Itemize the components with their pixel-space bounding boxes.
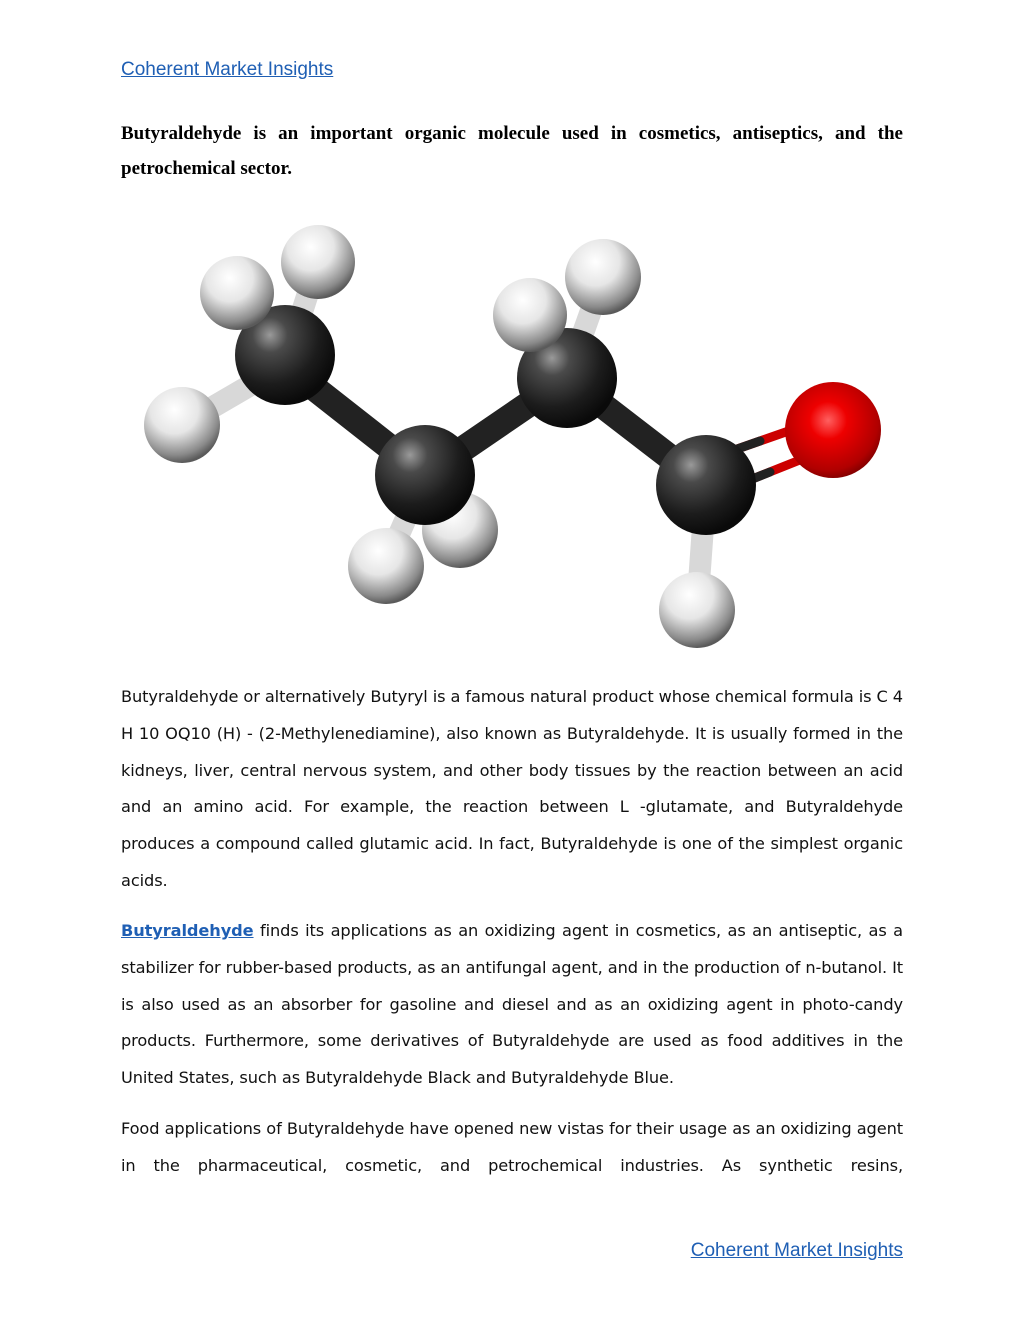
hydrogen-atom — [200, 256, 274, 330]
paragraph-2 — [121, 913, 903, 1097]
carbon-atom — [656, 435, 756, 535]
hydrogen-atom — [493, 278, 567, 352]
butyraldehyde-link[interactable]: Butyraldehyde — [121, 921, 254, 940]
hydrogen-atom — [659, 572, 735, 648]
paragraph-2-text: finds its applications as an oxidizing agent in cosmetics, as an antiseptic, as a stabilizer for rubber-based products, as an antifungal agent, and in the production of n-butanol. It is also used as an absorber for gasoline and diesel and as an oxidizing agent in photo-candy products. Furthermore, some derivatives of Butyraldehyde are used as food additives in the United States, such as Butyraldehyde Black and Butyraldehyde Blue. — [121, 921, 903, 1088]
header-link[interactable]: Coherent Market Insights — [121, 59, 334, 80]
hydrogen-atom — [565, 239, 641, 315]
oxygen-atom — [785, 382, 881, 478]
paragraph-1: Butyraldehyde or alternatively Butyryl is a famous natural product whose chemical formula is C 4 H 10 OQ10 (H) - (2-Methylenediamine), also known as Butyraldehyde. It is usually formed in the kidneys, liver, central nervous system, and other body tissues by the reaction between an acid and an amino acid. For example, the reaction between L -glutamate, and Butyraldehyde produces a compound called glutamic acid. In fact, Butyraldehyde is one of the simplest organic acids. — [121, 687, 903, 890]
footer-link[interactable]: Coherent Market Insights — [690, 1240, 903, 1261]
hydrogen-atom — [281, 225, 355, 299]
hydrogen-atom — [144, 387, 220, 463]
headline: Butyraldehyde is an important organic molecule used in cosmetics, antiseptics, and the petrochemical sector. — [121, 123, 903, 179]
carbon-atom — [375, 425, 475, 525]
hydrogen-atom — [348, 528, 424, 604]
paragraph-3: Food applications of Butyraldehyde have opened new vistas for their usage as an oxidizing agent in the pharmaceutical, cosmetic, and petrochemical industries. As synthetic resins, — [121, 1119, 903, 1175]
butyraldehyde-molecule-image — [128, 210, 898, 650]
